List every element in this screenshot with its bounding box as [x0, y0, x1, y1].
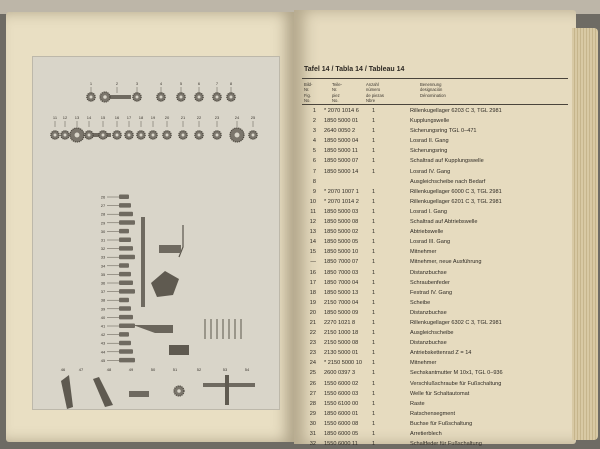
- figure-number: 26: [309, 380, 316, 387]
- lever-part: [133, 325, 173, 333]
- callout-label: 6: [197, 81, 201, 86]
- callout-label: 44: [100, 349, 106, 355]
- figure-number: 13: [309, 229, 316, 236]
- quantity: 1: [372, 370, 376, 377]
- quantity: 1: [372, 118, 376, 125]
- gear-part-hub: [140, 134, 143, 137]
- description: Distanzbuchse: [410, 309, 447, 316]
- callout-label: 31: [100, 237, 106, 243]
- header-top-rule: [302, 78, 568, 79]
- figure-number: 17: [309, 279, 316, 286]
- table-row: [302, 419, 570, 429]
- callout-label: 12: [62, 115, 68, 120]
- description: Losrad I. Gang: [410, 208, 448, 215]
- part-number: 1550 6000 08: [324, 420, 359, 427]
- table-row: [302, 439, 570, 449]
- callout-label: 16: [114, 115, 120, 120]
- small-part: [119, 246, 133, 251]
- part-number: 1850 5000 02: [324, 229, 359, 236]
- part-number: 2150 7000 04: [324, 299, 359, 306]
- part-number: 2150 1000 18: [324, 330, 359, 337]
- part-number: 1850 5000 09: [324, 309, 359, 316]
- callout-label: 43: [100, 340, 106, 346]
- quantity: 1: [372, 279, 376, 286]
- figure-number: 30: [309, 420, 316, 427]
- callout-label: 28: [100, 211, 106, 217]
- callout-label: 19: [150, 115, 156, 120]
- description: Schaltfeder für Fußschaltung: [410, 441, 482, 448]
- callout-label: 4: [159, 81, 163, 86]
- description: Sicherungsring TGL 0–471: [410, 128, 477, 135]
- part-number: * 2070 1014 2: [324, 198, 359, 205]
- gear-part-hub: [182, 134, 185, 137]
- part-number: 1850 5000 08: [324, 219, 359, 226]
- table-row: [302, 187, 570, 197]
- quantity: 1: [372, 269, 376, 276]
- col-header-part-number: Teile- Nr. piez No.: [332, 82, 343, 104]
- table-row: [302, 156, 570, 166]
- callout-label: 37: [100, 289, 106, 295]
- table-row: [302, 237, 570, 247]
- description: Raste: [410, 400, 425, 407]
- table-row: [302, 268, 570, 278]
- table-row: [302, 278, 570, 288]
- part-number: 2150 5000 08: [324, 340, 359, 347]
- quantity: 1: [372, 360, 376, 367]
- table-row: [302, 136, 570, 146]
- callout-label: 52: [196, 367, 202, 372]
- figure-number: 11: [310, 208, 316, 215]
- gear-part-hub: [116, 134, 119, 137]
- callout-label: 7: [215, 81, 219, 86]
- table-row: [302, 207, 570, 217]
- table-row: [302, 298, 570, 308]
- quantity: 1: [372, 239, 376, 246]
- callout-label: 1: [89, 81, 93, 86]
- quantity: 1: [372, 148, 376, 155]
- figure-number: 24: [309, 360, 316, 367]
- small-part: [119, 229, 129, 234]
- gear-part-hub: [128, 134, 131, 137]
- description: Mitnehmer: [410, 360, 437, 367]
- callout-label: 39: [100, 306, 106, 312]
- description: Scheibe: [410, 299, 431, 306]
- table-row: [302, 257, 570, 267]
- header-bottom-rule: [302, 104, 568, 105]
- small-part: [119, 212, 133, 217]
- quantity: 1: [372, 259, 376, 266]
- page-edges: [572, 28, 598, 440]
- quantity: 1: [372, 431, 376, 437]
- gear-part-hub: [198, 96, 201, 99]
- figure-number: 27: [309, 390, 316, 397]
- callout-label: 25: [250, 115, 256, 120]
- table-row: [302, 318, 570, 328]
- figure-number: 8: [312, 178, 316, 185]
- table-row: [302, 106, 570, 116]
- part-number: * 2150 5000 10: [324, 360, 362, 367]
- small-part: [119, 220, 135, 225]
- callout-label: 32: [100, 246, 106, 252]
- callout-label: 49: [128, 367, 134, 372]
- quantity: 1: [372, 188, 376, 195]
- part-number: 1850 7000 03: [324, 269, 359, 276]
- figure-number: 31: [309, 431, 316, 437]
- gear-part-hub: [198, 134, 201, 137]
- small-part: [119, 315, 133, 320]
- callout-label: 17: [126, 115, 132, 120]
- small-part: [119, 306, 131, 311]
- gear-part-hub: [90, 96, 93, 99]
- table-row: [302, 177, 570, 187]
- figure-number: 32: [309, 441, 316, 448]
- table-row: [302, 247, 570, 257]
- part-number: 1850 7000 07: [324, 259, 359, 266]
- parts-table: [302, 106, 570, 449]
- part-number: 1850 5000 05: [324, 239, 359, 246]
- quantity: 1: [372, 198, 376, 205]
- callout-label: 50: [150, 367, 156, 372]
- small-part: [119, 358, 135, 363]
- figure-number: 29: [309, 410, 316, 417]
- figure-number: 12: [309, 219, 316, 226]
- part-number: * 2070 1014 6: [324, 108, 359, 114]
- shift-shaft: [141, 217, 145, 307]
- lever-part: [159, 245, 181, 253]
- quantity: 1: [372, 138, 376, 145]
- table-title: Tafel 14 / Tabla 14 / Tableau 14: [304, 66, 405, 73]
- quantity: 1: [372, 168, 376, 175]
- callout-label: 54: [244, 367, 250, 372]
- callout-label: 35: [100, 271, 106, 277]
- callout-label: 15: [100, 115, 106, 120]
- callout-label: 5: [179, 81, 183, 86]
- description: Welle für Schaltautomat: [410, 390, 470, 397]
- gear-part-hub: [216, 96, 219, 99]
- description: Rillenkugellager 6302 C 3, TGL 2981: [410, 319, 502, 326]
- gear-part-hub: [235, 133, 240, 138]
- figure-number: 9: [312, 188, 316, 195]
- callout-label: 33: [100, 254, 106, 260]
- figure-number: 19: [309, 299, 316, 306]
- quantity: 1: [372, 289, 376, 296]
- quantity: 1: [372, 219, 376, 226]
- callout-label: 24: [234, 115, 240, 120]
- callout-label: 53: [222, 367, 228, 372]
- description: Rillenkugellager 6203 C 3, TGL 2981: [410, 108, 502, 114]
- callout-label: 20: [164, 115, 170, 120]
- part-number: 2640 0050 2: [324, 128, 356, 135]
- part-number: 2600 0397 3: [324, 370, 356, 377]
- table-row: [302, 227, 570, 237]
- figure-number: 18: [309, 289, 316, 296]
- callout-label: 41: [100, 323, 106, 329]
- figure-number: 23: [309, 350, 316, 357]
- part-number: 1850 5000 13: [324, 289, 359, 296]
- part-number: 1850 5000 04: [324, 138, 359, 145]
- figure-number: 22: [309, 330, 316, 337]
- table-row: [302, 308, 570, 318]
- callout-label: 18: [138, 115, 144, 120]
- description: Ausgleichscheibe: [410, 330, 454, 337]
- description: Losrad III. Gang: [410, 239, 451, 246]
- description: Kupplungswelle: [410, 118, 450, 125]
- figure-number: 10: [309, 198, 316, 205]
- description: Rillenkugellager 6000 C 3, TGL 2981: [410, 188, 502, 195]
- part-number: 1850 5000 01: [324, 118, 359, 125]
- description: Antriebskettenrad Z = 14: [410, 350, 472, 357]
- part-number: 1850 6000 05: [324, 431, 359, 437]
- quantity: 1: [372, 158, 376, 165]
- table-row: [302, 167, 570, 177]
- description: Buchse für Fußschaltung: [410, 420, 473, 427]
- small-part: [119, 272, 131, 277]
- table-row: [302, 116, 570, 126]
- gear-part-hub: [252, 134, 255, 137]
- gear-part-hub: [216, 134, 219, 137]
- callout-label: 22: [196, 115, 202, 120]
- part-number: 1550 6000 02: [324, 380, 359, 387]
- figure-number: 4: [312, 138, 316, 145]
- callout-label: 13: [74, 115, 80, 120]
- parts-drawing: [33, 57, 281, 411]
- col-header-quantity: Anzahl número de piezas Nbre: [366, 82, 384, 104]
- description: Ausgleichscheibe nach Bedarf: [410, 178, 486, 185]
- table-row: [302, 126, 570, 136]
- description: Schaltrad auf Kupplungswelle: [410, 158, 484, 165]
- description: Mitnehmer, neue Ausführung: [410, 259, 482, 266]
- gear-part-hub: [136, 96, 139, 99]
- callout-label: 46: [60, 367, 66, 372]
- table-row: [302, 338, 570, 348]
- small-part: [119, 263, 129, 268]
- description: Losrad II. Gang: [410, 138, 449, 145]
- quantity: 1: [372, 420, 376, 427]
- description: Verschlußschraube für Fußschaltung: [410, 380, 502, 387]
- pedal-arm: [93, 377, 113, 407]
- table-row: [302, 358, 570, 368]
- gear-part-hub: [103, 95, 107, 99]
- table-row: [302, 146, 570, 156]
- quantity: 1: [372, 309, 376, 316]
- small-part: [119, 255, 135, 260]
- callout-label: 38: [100, 297, 106, 303]
- description: Mitnehmer: [410, 249, 437, 256]
- part-number: 1550 6000 11: [324, 441, 358, 448]
- gear-part-hub: [75, 133, 80, 138]
- figure-number: 2: [312, 118, 316, 125]
- callout-label: 2: [115, 81, 119, 86]
- callout-label: 3: [135, 81, 139, 86]
- figure-number: 7: [312, 168, 316, 175]
- gear-part-hub: [54, 134, 57, 137]
- figure-number: 21: [309, 319, 316, 326]
- description: Sicherungsring: [410, 148, 448, 155]
- small-part: [119, 298, 129, 303]
- quantity: 1: [372, 350, 376, 357]
- pedal-arm: [61, 375, 73, 409]
- description: Schraubenfeder: [410, 279, 450, 286]
- small-part: [119, 195, 129, 200]
- part-number: 1850 5000 10: [324, 249, 359, 256]
- quantity: 1: [372, 410, 376, 417]
- part-number: 1850 5000 11: [324, 148, 358, 155]
- callout-label: 34: [100, 263, 106, 269]
- table-row: [302, 197, 570, 207]
- callout-label: 11: [52, 115, 58, 120]
- callout-label: 8: [229, 81, 233, 86]
- part-number: 1850 6000 01: [324, 410, 359, 417]
- part-number: 1850 7000 04: [324, 279, 359, 286]
- small-part: [119, 324, 135, 329]
- callout-label: 51: [172, 367, 178, 372]
- part-number: 1550 6000 03: [324, 390, 359, 397]
- callout-label: 40: [100, 314, 106, 320]
- small-part: [119, 332, 129, 337]
- callout-label: 27: [100, 203, 106, 209]
- small-part: [119, 238, 131, 243]
- callout-label: 48: [106, 367, 112, 372]
- small-part: [119, 349, 133, 354]
- description: Arretierblech: [410, 431, 442, 437]
- description: Rillenkugellager 6201 C 3, TGL 2981: [410, 198, 502, 205]
- table-row: [302, 429, 570, 439]
- quantity: 1: [372, 390, 376, 397]
- table-row: [302, 328, 570, 338]
- shift-segment: [151, 271, 179, 297]
- part-number: 1850 5000 07: [324, 158, 359, 165]
- callout-label: 47: [78, 367, 84, 372]
- table-row: [302, 409, 570, 419]
- part-number: 1850 5000 03: [324, 208, 359, 215]
- callout-label: 26: [100, 194, 106, 200]
- gear-part-hub: [230, 96, 233, 99]
- quantity: 1: [372, 249, 376, 256]
- gear-part-hub: [160, 96, 163, 99]
- quantity: 1: [372, 208, 376, 215]
- quantity: 1: [372, 340, 376, 347]
- gear-part-hub: [152, 134, 155, 137]
- quantity: 1: [372, 108, 376, 114]
- callout-label: 14: [86, 115, 92, 120]
- description: Distanzbuchse: [410, 269, 447, 276]
- gear-part-hub: [102, 134, 105, 137]
- part-number: 2130 5000 01: [324, 350, 359, 357]
- quantity: 1: [372, 229, 376, 236]
- quantity: 1: [372, 330, 376, 337]
- description: Distanzbuchse: [410, 340, 447, 347]
- small-part: [129, 391, 149, 397]
- table-row: [302, 368, 570, 378]
- table-row: [302, 379, 570, 389]
- small-part: [119, 281, 133, 286]
- part-number: 1850 5000 14: [324, 168, 359, 175]
- small-part: [119, 289, 135, 294]
- figure-number: 25: [309, 370, 316, 377]
- gear-part-hub: [177, 389, 181, 393]
- quantity: 1: [372, 319, 376, 326]
- callout-label: 23: [214, 115, 220, 120]
- figure-number: 6: [312, 158, 316, 165]
- gear-part-hub: [64, 134, 67, 137]
- description: Losrad IV. Gang: [410, 168, 451, 175]
- figure-number: 15: [309, 249, 316, 256]
- figure-number: 28: [309, 400, 316, 407]
- callout-label: 45: [100, 357, 106, 363]
- description: Sechskantmutter M 10x1, TGL 0–936: [410, 370, 503, 377]
- callout-label: 42: [100, 332, 106, 338]
- figure-number: 23: [309, 340, 316, 347]
- table-row: [302, 288, 570, 298]
- description: Festrad IV. Gang: [410, 289, 453, 296]
- gear-part-hub: [180, 96, 183, 99]
- figure-number: 14: [309, 239, 316, 246]
- table-row: [302, 389, 570, 399]
- description: Ratschensegment: [410, 410, 456, 417]
- figure-number: 1: [312, 108, 316, 114]
- quantity: 1: [372, 380, 376, 387]
- gear-part-hub: [88, 134, 91, 137]
- gear-part-hub: [166, 134, 169, 137]
- col-header-figure: Bild- Nr. Fig. No.: [304, 82, 313, 104]
- figure-number: 5: [312, 148, 316, 155]
- figure-number: 16: [309, 269, 316, 276]
- small-part: [119, 341, 131, 346]
- col-header-description: Benennung designación Dénomination: [420, 82, 446, 98]
- figure-number: 20: [309, 309, 316, 316]
- quantity: 1: [372, 400, 376, 407]
- part-number: 1550 6100 00: [324, 400, 359, 407]
- shaft-part: [225, 375, 229, 405]
- table-row: [302, 217, 570, 227]
- callout-label: 30: [100, 228, 106, 234]
- callout-label: 21: [180, 115, 186, 120]
- callout-label: 29: [100, 220, 106, 226]
- figure-number: —: [310, 259, 316, 266]
- table-row: [302, 348, 570, 358]
- figure-number: 3: [312, 128, 316, 135]
- table-row: [302, 399, 570, 409]
- quantity: 1: [372, 299, 376, 306]
- description: Abtriebswelle: [410, 229, 444, 236]
- part-number: 2270 1021 8: [324, 319, 356, 326]
- description: Schaltrad auf Abtriebswelle: [410, 219, 478, 226]
- quantity: 1: [372, 128, 376, 135]
- callout-label: 36: [100, 280, 106, 286]
- quantity: 1: [372, 441, 376, 448]
- housing-part: [169, 345, 189, 355]
- part-number: * 2070 1007 1: [324, 188, 359, 195]
- small-part: [119, 203, 131, 208]
- exploded-parts-illustration: [32, 56, 280, 410]
